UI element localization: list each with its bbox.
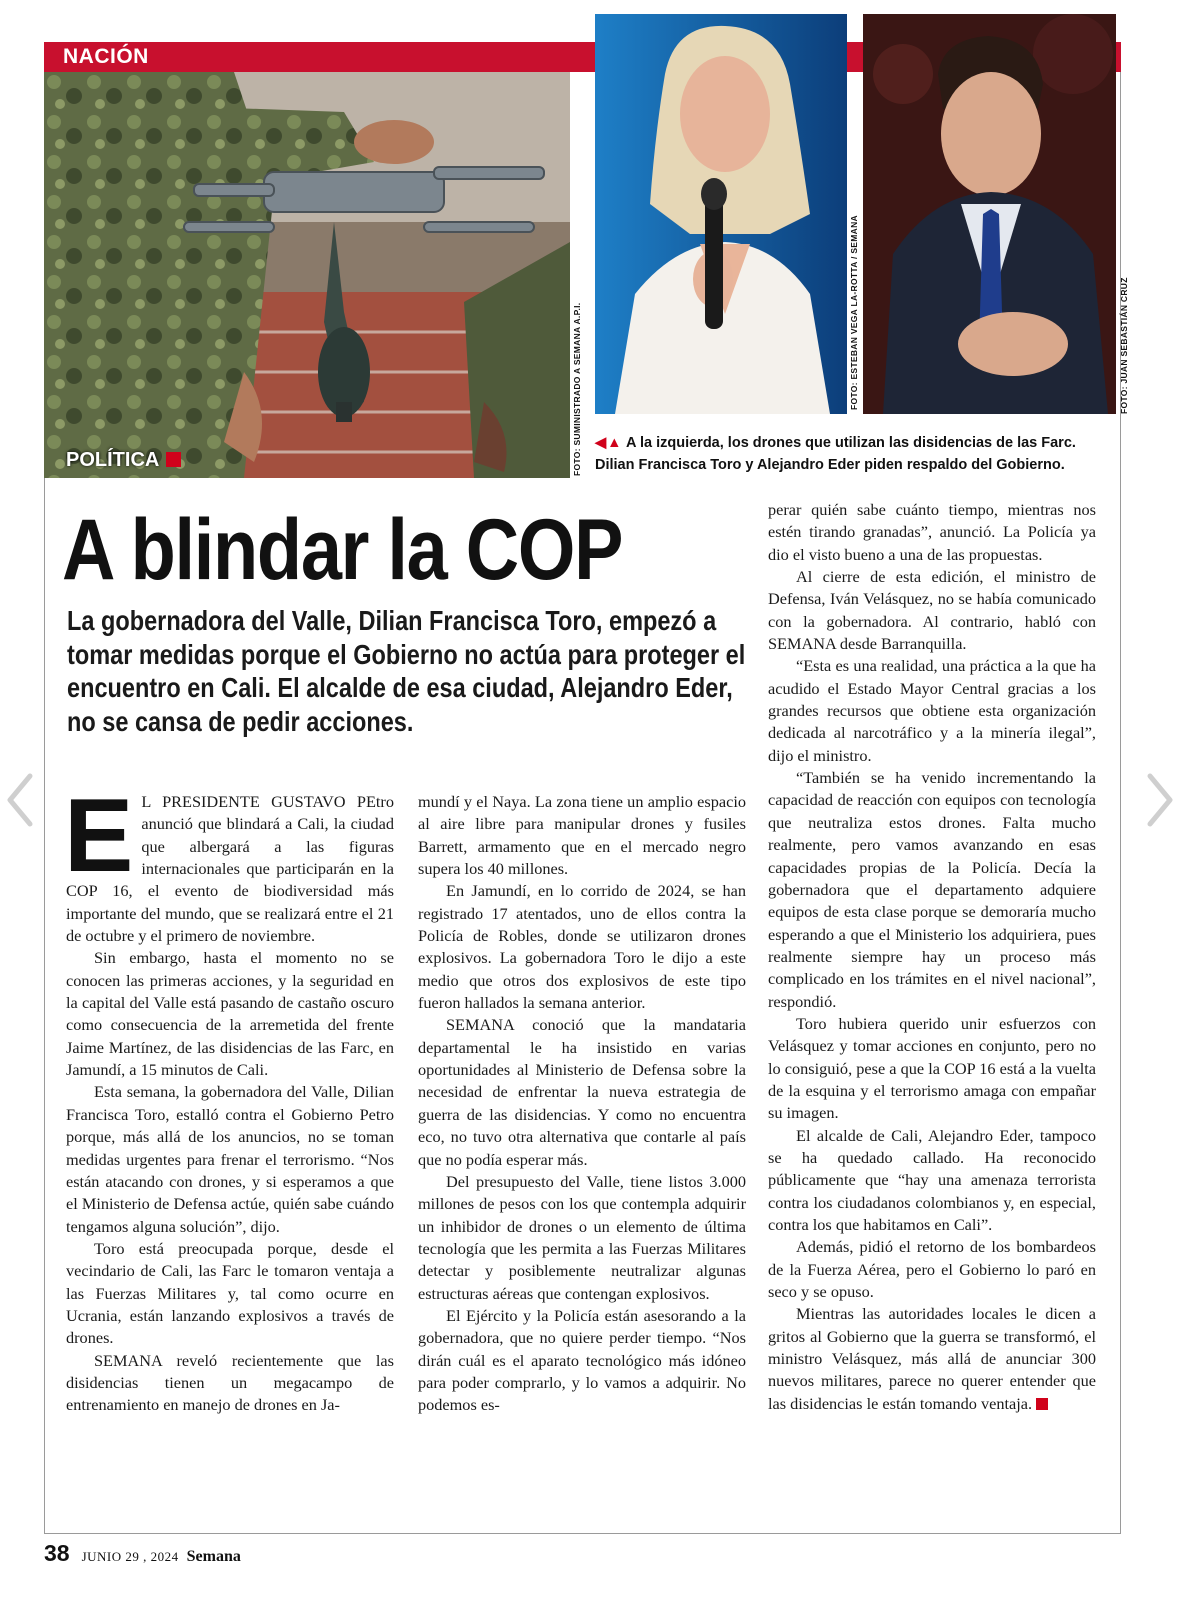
governor-portrait-photo [595, 14, 847, 414]
photo-credit-main: FOTO: SUMINISTRADO A SEMANA A.P.I. [572, 302, 582, 476]
body-paragraph: Sin embargo, hasta el momento no se conocen las primeras acciones, y la seguridad en la capital del Valle está pasando de castaño oscuro como consecuencia de la arremetida del frente Jaime Martínez, de las disidencias de las Farc, en Jamundí, a 15 minutos de Cali. [66, 948, 394, 1080]
issue-date: JUNIO 29 , 2024 [81, 1549, 179, 1564]
body-paragraph: Esta semana, la gobernadora del Valle, Dilian Francisca Toro, estalló contra el Gobierno Petro porque, más allá de los anuncios, no se toman medidas urgentes para frenar el terrorismo. “Nos están atacando con drones, y si esperamos a que el Ministerio de Defensa actúe, quién sabe cuándo tengamos alguna solución”, dijo. [66, 1082, 394, 1236]
caption-line-1: A la izquierda, los drones que utilizan las disidencias de las Farc. [626, 435, 1076, 451]
article-column-3 [768, 499, 1096, 1415]
article-dek: La gobernadora del Valle, Dilian Francisca Toro, empezó a tomar medidas porque el Gobierno no actúa para proteger el encuentro en Cali. El alcalde de esa ciudad, Alejandro Eder, no se cansa de pedir acciones. [67, 605, 746, 737]
magazine-brand: Semana [186, 1548, 241, 1565]
body-paragraph: En Jamundí, en lo corrido de 2024, se han registrado 17 atentados, uno de ellos contra la Policía de Robles, donde se utilizaron drones explosivos. La gobernadora Toro le dijo a este medio que otros dos explosivos de este tipo fueron hallados la semana anterior. [418, 881, 746, 1013]
photo-credit-dilian: FOTO: ESTEBAN VEGA LA-ROTTA / SEMANA [849, 215, 859, 410]
lead-rest: tro anunció que blindará a Cali, la ciudad que albergará a las figuras internacionales que participarán en la COP 16, el evento de biodiversidad más importante del mundo, que se realizará entre el 21 de octubre y el primero de noviembre. [66, 792, 394, 946]
photo-credit-eder: FOTO: JUAN SEBASTIÁN CRUZ [1119, 277, 1129, 414]
end-of-article-mark-icon [1036, 1398, 1048, 1410]
body-paragraph: Del presupuesto del Valle, tiene listos 3.000 millones de pesos con los que contempla adquirir un inhibidor de drones o un elemento de última tecnología que les permita a las Fuerzas Militares detectar y posiblemente neutralizar algunas estructuras aéreas que contengan explosivos. [418, 1171, 746, 1303]
drop-cap: E [64, 778, 134, 894]
mayor-portrait-photo [863, 14, 1116, 414]
photo-caption [595, 432, 1115, 476]
lead-paragraph [64, 778, 394, 947]
page-folio [44, 1540, 241, 1567]
section-label: NACIÓN [63, 45, 149, 68]
politica-tag-square [166, 452, 181, 467]
body-paragraph: El Ejército y la Policía están asesorando a la gobernadora, que no quiere perder tiempo. “Nos dirán cuál es el aparato tecnológico más idóneo para poder comprarlo, y lo vamos a adquirir. No podemos es- [418, 1305, 746, 1415]
lead-caps: L PRESIDENTE GUSTAVO PE [141, 792, 376, 811]
next-page-arrow-icon[interactable] [1142, 770, 1176, 830]
body-paragraph: Toro hubiera querido unir esfuerzos con Velásquez y tomar acciones en conjunto, pero no lo consiguió, pese a que la COP 16 está a la vuelta de la esquina y el terrorismo amaga con empañar su imagen. [768, 1013, 1096, 1123]
final-paragraph [768, 1303, 1096, 1415]
body-paragraph: “Esta es una realidad, una práctica a la que ha acudido el Estado Mayor Central gracias a los grandes recursos que obtiene esta organización dedicada al narcotráfico y a la minería ilegal”, dijo el ministro. [768, 656, 1096, 765]
politica-tag: POLÍTICA [66, 449, 160, 471]
body-paragraph: “También se ha venido incrementando la capacidad de reacción con equipos con tecnología que neutraliza estos drones. Falta mucho realmente, pero vamos avanzando en esas capacidades propias de la Policía. Decía la gobernadora que el departamento adquiere equipos de esta clase porque se demoraría mucho esperando a que el Ministerio los adquiriera, pues realmente siempre hay un proceso más complicado en los trámites en el nivel nacional”, respondió. [768, 768, 1096, 1011]
body-paragraph: SEMANA reveló recientemente que las disidencias tienen un megacampo de entrenamiento en manejo de drones en Ja- [66, 1350, 394, 1415]
caption-line-2: Dilian Francisca Toro y Alejandro Eder piden respaldo del Gobierno. [595, 457, 1065, 473]
drone-photo [44, 72, 570, 478]
body-paragraph: El alcalde de Cali, Alejandro Eder, tampoco se ha quedado callado. Ha reconocido públicamente que “hay una amenaza terrorista contra los ciudadanos colombianos y, en especial, contra los que habitamos en Cali”. [768, 1125, 1096, 1234]
article-column-1 [64, 778, 394, 1417]
final-paragraph-text: Mientras las autoridades locales le dicen a gritos al Gobierno que la guerra se transformó, el ministro Velásquez, más allá de anunciar 300 nuevos militares, parece no querer entender que las disidencias le están tomando ventaja. [768, 1304, 1096, 1413]
body-paragraph-continued: perar quién sabe cuánto tiempo, mientras nos estén tirando granadas”, anunció. La Policía ya dio el visto bueno a una de las propuestas. [768, 500, 1096, 564]
previous-page-arrow-icon[interactable] [4, 770, 38, 830]
body-paragraph: Además, pidió el retorno de los bombardeos de la Fuerza Aérea, pero el Gobierno lo paró en seco y se opuso. [768, 1237, 1096, 1302]
page-number: 38 [44, 1540, 70, 1566]
article-column-2 [418, 791, 746, 1417]
body-paragraph-continued: mundí y el Naya. La zona tiene un amplio espacio al aire libre para manipular drones y fusiles Barrett, armamento que en el mercado negro supera los 40 millones. [418, 792, 746, 879]
body-paragraph: SEMANA conoció que la mandataria departamental le ha insistido en varias oportunidades al Ministerio de Defensa sobre la necesidad de enfrentar la nueva estrategia de guerra de las disidencias. Y como no encuentra eco, no tuvo otra alternativa que contarle al país que no podía esperar más. [418, 1015, 746, 1169]
caption-markers-icon: ◀▲ [595, 435, 623, 451]
article-headline: A blindar la COP [62, 502, 623, 598]
body-paragraph: Al cierre de esta edición, el ministro de Defensa, Iván Velásquez, no se había comunicado con la gobernadora. Al contrario, habló con SEMANA desde Barranquilla. [768, 567, 1096, 654]
body-paragraph: Toro está preocupada porque, desde el vecindario de Cali, las Farc le tomaron ventaja a las Fuerzas Militares y, tal como ocurre en Ucrania, están lanzando explosivos a través de drones. [66, 1238, 394, 1348]
